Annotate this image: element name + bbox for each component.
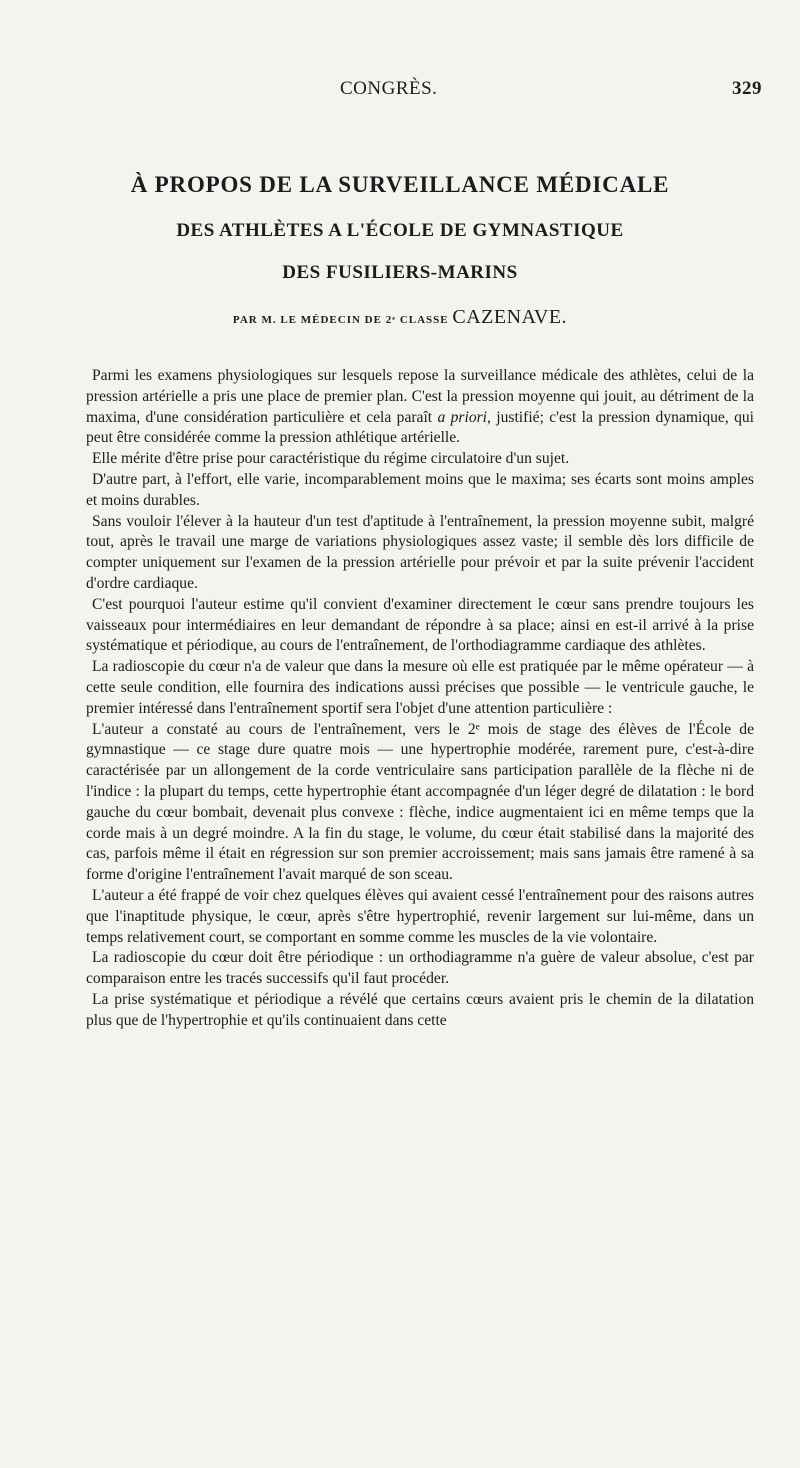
paragraph: La radioscopie du cœur n'a de valeur que dans la mesure où elle est pratiquée par le même opérateur — à cette seule condition, elle fournira des indications aussi précises que possible — le ventricule gauche, le premier intéressé dans l'entraînement sportif sera l'objet d'une attention particulière : xyxy=(86,658,754,717)
paragraph: La radioscopie du cœur doit être périodique : un orthodiagramme n'a guère de valeur absolue, c'est par comparaison entre les tracés successifs qu'il faut procéder. xyxy=(86,949,754,988)
paragraph: Elle mérite d'être prise pour caractéristique du régime circulatoire d'un sujet. xyxy=(92,450,570,468)
article-title-line-1: À PROPOS DE LA SURVEILLANCE MÉDICALE xyxy=(130,172,670,197)
article-title-line-2: DES ATHLÈTES A L'ÉCOLE DE GYMNASTIQUE xyxy=(176,220,624,241)
page-number: 329 xyxy=(732,78,762,99)
paragraph-text: Parmi les examens physiologiques sur lesquels repose la surveillance médicale des athlètes, celui de la pression artérielle a pris une place de premier plan. C'est la pression moyenne qui jouit, au détriment de la maxima, d'une considération particulière et cela paraît xyxy=(86,367,754,426)
paragraph: D'autre part, à l'effort, elle varie, incomparablement moins que le maxima; ses écarts sont moins amples et moins durables. xyxy=(86,470,754,509)
paragraph: Sans vouloir l'élever à la hauteur d'un test d'aptitude à l'entraînement, la pression moyenne subit, malgré tout, après le travail une marge de variations physiologiques assez vaste; il semble dès lors difficile de compter uniquement sur l'examen de la pression artérielle pour prévoir et par la suite prévenir l'accident d'ordre cardiaque. xyxy=(86,512,754,592)
running-head-title: CONGRÈS. xyxy=(340,78,438,99)
byline-author: CAZENAVE. xyxy=(452,306,568,328)
article-title-line-3: DES FUSILIERS-MARINS xyxy=(282,262,518,283)
paragraph: L'auteur a été frappé de voir chez quelques élèves qui avaient cessé l'entraînement pour des raisons autres que l'inaptitude physique, le cœur, après s'être hypertrophié, revenir largement sur lui-même, dans un temps relativement court, se comportant en somme comme les muscles de la vie volontaire. xyxy=(86,886,754,946)
paragraph-text: , justifié; c'est la pression dynamique, qui peut être considérée comme la pression athlétique artérielle. xyxy=(86,408,755,447)
byline xyxy=(0,306,800,329)
article-body xyxy=(86,366,754,1032)
paragraph: L'auteur a constaté au cours de l'entraînement, vers le 2ᵉ mois de stage des élèves de l'École de gymnastique — ce stage dure quatre mois — une hypertrophie modérée, rarement pure, c'est-à-dire caractérisée par un allongement de la corde ventriculaire sans participation parallèle de la flèche ni de l'indice : la plupart du temps, cette hypertrophie étant accompagnée d'un léger degré de dilatation : le bord gauche du cœur bombait, devenait plus convexe : flèche, indice augmentaient ici en même temps que la corde mais à un degré moindre. A la fin du stage, le volume, du cœur était stabilisé dans la majorité des cas, parfois même il était en régression sur son premier accroissement; mais sans jamais être ramené à sa forme d'origine l'entraînement l'avait marqué de son sceau. xyxy=(86,720,754,884)
article-title-block xyxy=(0,172,800,329)
paragraph xyxy=(86,366,754,449)
byline-prefix: PAR M. LE MÉDECIN DE 2ᵉ CLASSE xyxy=(232,314,449,326)
italic-phrase: a priori xyxy=(437,408,488,426)
paragraph: C'est pourquoi l'auteur estime qu'il convient d'examiner directement le cœur sans prendre toujours les vaisseaux pour intermédiaires en leur demandant de répondre à sa place; ainsi en est-il arrivé à la prise systématique et périodique, au cours de l'entraînement, de l'orthodiagramme cardiaque des athlètes. xyxy=(86,595,754,655)
paragraph: La prise systématique et périodique a révélé que certains cœurs avaient pris le chemin de la dilatation plus que de l'hypertrophie et qu'ils continuaient dans cette xyxy=(86,990,754,1029)
